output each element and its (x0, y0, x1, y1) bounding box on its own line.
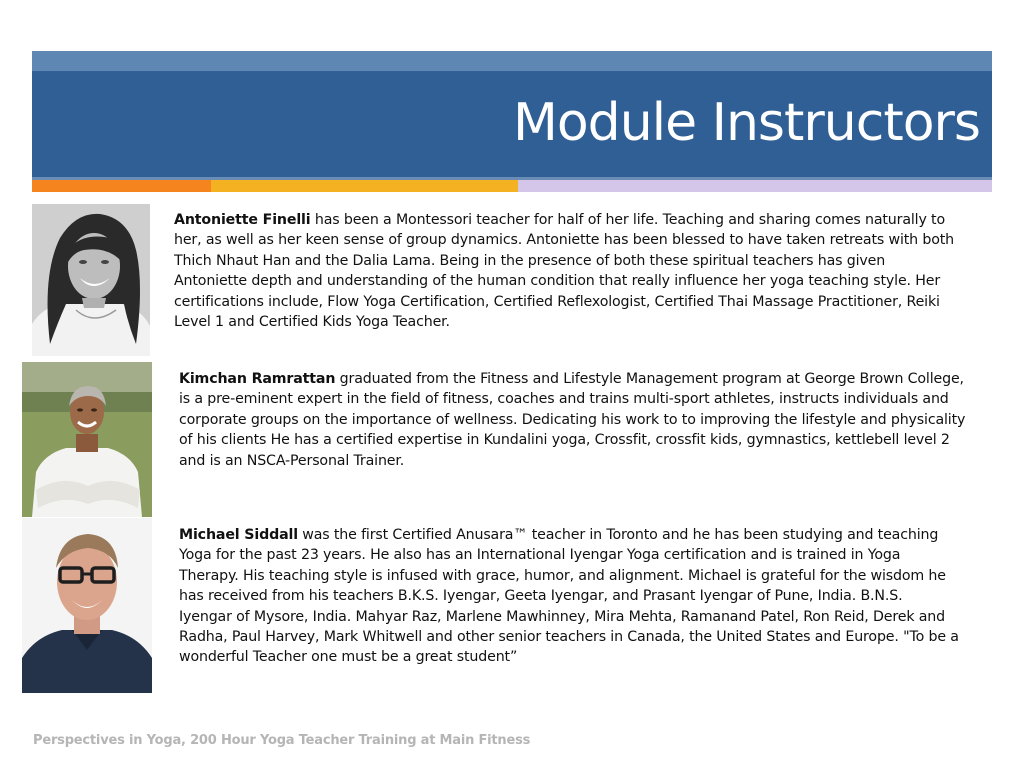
header-accent-band (32, 51, 992, 71)
instructor-name-1: Antoniette Finelli (174, 212, 311, 228)
accent-stripe-lavender (518, 180, 992, 192)
instructor-photo-2 (22, 362, 152, 517)
instructor-name-3: Michael Siddall (179, 527, 298, 543)
slide-footer: Perspectives in Yoga, 200 Hour Yoga Teacher Training at Main Fitness (33, 733, 531, 748)
instructor-bio-1 (174, 210, 954, 332)
instructor-bio-text-3: was the first Certified Anusara™ teacher in Toronto and he has been studying and teaching Yoga for the past 23 years. He also has an International Iyengar Yoga certification and is trained in Yoga Therapy. His teaching style is infused with grace, humor, and alignment. Michael is grateful for the wisdom he has received from his teachers B.K.S. Iyengar, Geeta Iyengar, and Prasant Iyengar of Pune, India. B.N.S. Iyengar of Mysore, India. Mahyar Raz, Marlene Mawhinney, Mira Mehta, Ramanand Patel, Ron Reid, Derek and Radha, Paul Harvey, Mark Whitwell and other senior teachers in Canada, the United States and Europe. "To be a wonderful Teacher one must be a great student” (179, 527, 959, 666)
instructor-photo-1 (32, 204, 150, 356)
instructor-bio-text-2: graduated from the Fitness and Lifestyle Management program at George Brown College, is a pre-eminent expert in the field of fitness, coaches and trains multi-sport athletes, instructs individuals and corporate groups on the importance of wellness. Dedicating his work to to improving the lifestyle and physicality of his clients He has a certified expertise in Kundalini yoga, Crossfit, crossfit kids, gymnastics, kettlebell level 2 and is an NSCA-Personal Trainer. (179, 371, 966, 469)
portrait-woman-grayscale-icon (32, 204, 150, 356)
instructor-name-2: Kimchan Ramrattan (179, 371, 336, 387)
instructor-bio-2 (179, 369, 969, 471)
portrait-man-outdoors-icon (22, 362, 152, 517)
accent-stripe-orange (32, 180, 211, 192)
accent-stripe-yellow (211, 180, 518, 192)
title-banner (32, 71, 992, 177)
instructor-bio-text-1: has been a Montessori teacher for half of her life. Teaching and sharing comes naturally to her, as well as her keen sense of group dynamics. Antoniette has been blessed to have taken retreats with both Thich Nhaut Han and the Dalia Lama. Being in the presence of both these spiritual teachers has given Antoniette depth and understanding of the human condition that really influence her yoga teaching style. Her certifications include, Flow Yoga Certification, Certified Reflexologist, Certified Thai Massage Practitioner, Reiki Level 1 and Certified Kids Yoga Teacher. (174, 212, 954, 331)
portrait-man-glasses-icon (22, 518, 152, 693)
instructor-bio-3 (179, 525, 959, 668)
instructor-photo-3 (22, 518, 152, 693)
slide-title: Module Instructors (513, 93, 980, 153)
